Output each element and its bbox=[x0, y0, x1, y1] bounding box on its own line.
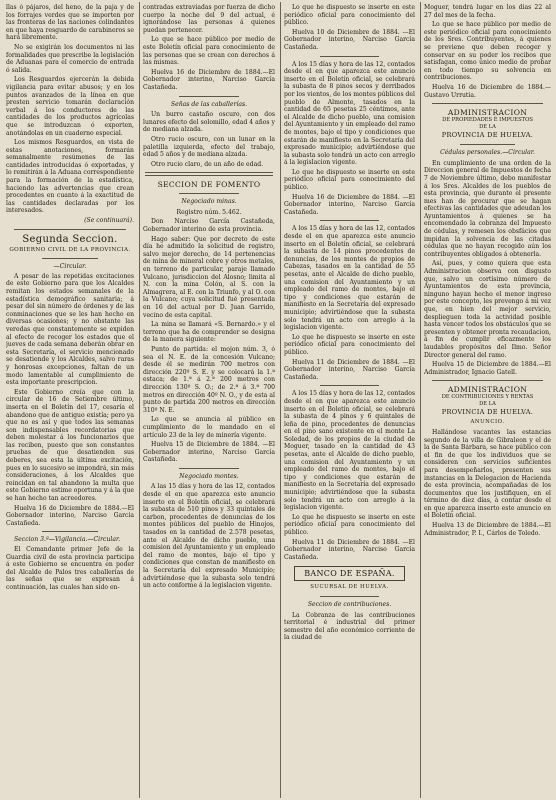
subheading: Cédulas personales.—Circular. bbox=[440, 149, 535, 157]
section-heading-line: DE CONTRIBUCIONES Y RENTAS bbox=[441, 394, 534, 401]
divider bbox=[42, 258, 98, 259]
divider bbox=[432, 103, 543, 104]
divider bbox=[179, 96, 239, 97]
paragraph: Lo que he dispuesto se inserte en este periódico oficial para conocimiento del público. bbox=[284, 333, 415, 356]
divider bbox=[320, 220, 379, 221]
column-4 bbox=[424, 4, 551, 796]
paragraph: A los 15 días y hora de las 12, contados desde el en que aparezca este anuncio inserto en el Boletín oficial, se celebrará la subasta de 8 pinos secos y derribados por los vientos, de los montes públicos del pueblo de Almonte, tasados en la cantidad de 65 pesetas 25 céntimos, ante el Alcalde de dicho pueblo, una comision del Ayuntamiento y un empleado del ramo de montes, bajo el tipo y condiciones que estarán de manifiesto en la Secretaría del expresado municipio; advirtiéndose que la subasta solo tendrá un acto con arreglo á la legislacion vigente. bbox=[284, 60, 415, 167]
subheading: Negociado montes. bbox=[179, 472, 239, 480]
signature: Huelva 11 de Diciembre de 1884. —El Gobernador interino, Narciso García Castañeda. bbox=[284, 538, 415, 561]
paragraph: Moguer, tendrá lugar en los días 22 al 27 del mes de la fecha. bbox=[424, 4, 551, 19]
signature: Huelva 10 de Diciembre de 1884. —El Gobernador interino, Narciso García Castañeda. bbox=[284, 28, 415, 51]
subheading: Señas de las caballerías. bbox=[170, 100, 248, 108]
divider bbox=[460, 144, 515, 145]
paragraph: Hallándose vacantes las estancias segundo de la villa de Gibraleon y el de la de Santa Bárbara, se hace público con el fin de que los individuos que se consideren con servicios suficientes para desempeñarlos, presenten sus instancias en la Delegacion de Hacienda de esta provincia, acompañadas de los documentos que los justifiquen, en el término de diez días, á contar desde el en que aparezca inserto este anuncio en el Boletín oficial. bbox=[424, 428, 551, 520]
paragraph: Otro rucio claro, de un año de edad. bbox=[151, 160, 264, 168]
divider bbox=[14, 229, 126, 230]
column-rule bbox=[139, 2, 140, 798]
signature: Huelva 16 de Diciembre de 1884.—El Gobernador interino, Narciso García Castañeda. bbox=[143, 68, 275, 91]
paragraph: contradas extraviadas por fuerza de dicho cuerpo la noche del 9 del actual, é ignorándose las personas á quienes puedan pertenecer. bbox=[143, 4, 275, 34]
section-heading-line: PROVINCIA DE HUELVA. bbox=[441, 408, 534, 417]
divider bbox=[179, 468, 239, 469]
subheading: Seccion de contribuciones. bbox=[307, 600, 392, 608]
continuation-note: (Se continuará). bbox=[84, 217, 134, 225]
divider bbox=[320, 596, 379, 597]
paragraph: Otro rucio oscuro, con un lunar en la paletilla izquierda, efecto del trabajo, edad 5 años y de mediana alzada. bbox=[143, 135, 275, 159]
column-3 bbox=[284, 4, 415, 796]
signature: Huelva 16 de Diciembre de 1884.—Gustavo Urrutia. bbox=[424, 83, 551, 99]
divider bbox=[145, 172, 273, 176]
notice-label: ANUNCIO. bbox=[470, 419, 505, 426]
paragraph: En cumplimiento de una orden de la Direccion general de Impuestos de fecha 7 de Noviembre último, debo manifestar á los Sres. Alcaldes de los pueblos de esta provincia, que durante el presente mes han de procurar que se hagan efectivas las cantidades que adeudan los Ayuntamientos á quienes se ha encomendado la cobranza del Impuesto de cédulas, y remesen los obsfácios que impidan la solvencia de las citadas cédulas que no hayan recogido aún los contribuyentes obligados á obtenerla. bbox=[424, 159, 551, 258]
branch-label: SUCURSAL DE HUELVA. bbox=[310, 584, 389, 591]
bank-heading: BANCO DE ESPAÑA. bbox=[294, 566, 405, 581]
section-heading: SECCION DE FOMENTO bbox=[157, 180, 261, 190]
paragraph: Los mismos Resguardos, en vista de estas anotaciones, formarán semanalmente resúmenes de las cantidades introducidas ó exportadas, y lo remitirán á la Aduana correspondiente para la formación de la estadística, haciendo las advertencias que crean procedentes en cuanto á la exactitud de las cantidades declaradas por los interesados. bbox=[6, 139, 134, 215]
section-heading-line: DE PROPIEDADES É IMPUESTOS bbox=[442, 117, 533, 124]
section-heading: ADMINISTRACION bbox=[447, 108, 528, 118]
column-2 bbox=[143, 4, 275, 796]
paragraph: Lo que se hace público por medio de este periódico oficial para conocimiento de los Sres. Contribuyentes, á quienes se previene que deben recoger y conservar en su poder los recibos que satisfagan, como único medio de probar en todo tiempo su solvencia en contribuciones. bbox=[424, 21, 551, 82]
paragraph: La Cobranza de las contribuciones territorial é industrial del primer semestre del año económico corriente de la ciudad de bbox=[284, 611, 415, 642]
paragraph: Hago saber: Que por decreto de este día he admitido la solicitud de registro, salvo mejor derecho, de 14 pertenencias de mina de mineral cobre y otros metales, en terreno de particular, paraje llamado Vulcano, jurisdiccion del Alosno; limita al N. con la mina Colón, al S. con la Almagrera, al E. con la Triunfo, y al O. con la Vulcano; cuya solicitud fué presentada en 16 del actual por D. Juan Garrido, vecino de esta capital. bbox=[143, 235, 275, 319]
signature: Huelva 16 de Diciembre de 1884.—El Gobernador interino, Narciso García Castañeda. bbox=[6, 504, 134, 527]
section-heading-line: DE LA bbox=[479, 401, 496, 408]
signature: Huelva 11 de Diciembre de 1884. —El Gobernador interino, Narciso García Castañeda. bbox=[284, 358, 415, 381]
paragraph: La mina se llamará «S. Bernardo.» y el terreno que ha de comprender se designa de la manera siguiente: bbox=[143, 321, 275, 344]
divider bbox=[320, 56, 379, 57]
signature: Huelva 16 de Diciembre de 1884. —El Gobernador interino, Narciso García Castañeda. bbox=[284, 193, 415, 216]
signature: Huelva 15 de Diciembre de 1884. —El Gobernador interino, Narciso García Castañeda. bbox=[143, 441, 275, 464]
paragraph: Este Gobierno creía que con la circular de 16 de Setiembre último, inserta en el Boletín del 17, cesaría el abandono que de antiguo existía; pero ya que no es así y que todos las semanas son indispensables recordatorias que deben molestar á los funcionarios que las reciben, puesto que son constantes pruebas de que desatienden sus deberes, sea esta la última excitación, pues en lo sucesivo se impondrá, sin más consideraciones, á los Alcaldes que reincidan en tal abandono la multa que este Gobierno estime oportuna y á la que se han hecho tan acreedores. bbox=[6, 388, 134, 503]
paragraph: A los 15 días y hora de las 12, contados desde el en que aparezca este anuncio inserto en el Boletín oficial, se celebrará la subasta de 4 pinos y 6 quintales de leña de pino, procedentes de denuncias en el pino sano existente en el monte La Soledad, de los propios de la ciudad de Moguer, tasado en la cantidad de 43 pesetas, ante el Alcalde de dicho pueblo, una comision del Ayuntamiento y un empleado del ramo de montes, bajo el tipo y condiciones que estarán de manifiesto en la Secretaría del expresado municipio; advirtiéndose que la subasta solo tendrá un acto con arreglo á la legislacion vigente. bbox=[284, 390, 415, 512]
paragraph: A pesar de las repetidas excitaciones de este Gobierno para que los Alcaldes remitan los estados semanales de la estadística demográfico sanitaria; á pesar del sin número de órdenes y de las conminaciones que se les han hecho en diversas ocasiones; y no obstante las veredas que constantemente se expiden al efecto de recoger los estados que el jueves de cada semana deberán obrar en esta Secretaría, el servicio mencionado se desatiende y los Alcaldes, salvo raras y honrosas excepciones, faltan de un modo lamentable al cumplimiento de esta importante prescripcion. bbox=[6, 272, 134, 387]
column-1 bbox=[6, 4, 134, 796]
paragraph: Don Narciso García Castañeda, Gobernador interino de esta provincia. bbox=[143, 218, 275, 234]
signature: Huelva 13 de Diciembre de 1884.—El Administrador, P. I., Cárlos de Toledo. bbox=[424, 522, 551, 537]
signature: Huelva 15 de Diciembre de 1884.—El Administrador, Ignacio Gatell. bbox=[424, 361, 551, 376]
section-heading-line: PROVINCIA DE HUELVA. bbox=[441, 131, 534, 140]
column-rule bbox=[280, 2, 281, 798]
paragraph: A los 15 días y hora de las 12, contados desde el en que aparezca este anuncio inserto en el Boletín oficial, se celebrará la subasta de 14 pinos procedentes de denuncias, de los montes de propios de Cabezas, tasados en la cantidad de 55 pesetas, ante el Alcalde de dicho pueblo, una comision del Ayuntamiento y un empleado del ramo de montes, bajo el tipo y condiciones que estarán de manifiesto en la Secretaría del expresado municipio; advirtiéndose que la subasta solo tendrá un acto con arreglo á la legislacion vigente. bbox=[284, 225, 415, 332]
paragraph: Así, pues, y como quiera que esta Administracion observa con disgusto que, salvo un cortísimo número de Ayuntamientos de esta provincia, ninguno hayan hecho el menor ingreso por este concepto, les prevengo á mi vez que, en bien del mejor servicio, desplieguen toda la actividad posible hasta vencer todos los obstáculos que se presenten y obtener pronta recaudacion, á fin de cumplir eficazmente los laudables propósitos del Ilmo. Señor Director general del ramo. bbox=[424, 260, 551, 359]
paragraph: Lo que he dispuesto se inserte en este periódico oficial para conocimiento del público. bbox=[284, 168, 415, 192]
divider bbox=[179, 193, 239, 194]
paragraph: A las 15 días y hora de las 12, contados desde el en que aparezca este anuncio inserto en el Boletín oficial, se celebrará la subasta de 510 pinos y 33 quintales de carbon, procedentes de denuncias de los montes públicos del pueblo de Hinojos, tasados en la cantidad de 2.578 pesetas, ante el Alcalde de dicho pueblo, una comision del Ayuntamiento y un empleado del ramo de montes, bajo el tipo y condiciones que constan de manifiesto en la Secretaría del expresado Municipio; advirtiéndose que la subasta solo tendrá un acto conforme á la legislacion vigente. bbox=[143, 483, 275, 590]
registry-number: Registro núm. 5.462. bbox=[176, 208, 242, 216]
paragraph: Lo que he dispuesto se inserte en este periódico oficial para conocimiento del público. bbox=[284, 4, 415, 27]
paragraph: Lo que se hace público por medio de este Boletín oficial para conocimiento de las personas que se crean con derechos á las mismas. bbox=[143, 36, 275, 67]
column-rule bbox=[420, 2, 421, 798]
section-heading: ADMINISTRACION bbox=[447, 385, 528, 395]
paragraph: El Comandante primer Jefe de la Guardia civil de esta provincia participa á este Gobierno se encuentra en poder del Alcalde de Palos tres caballerías de las señas que se expresan á continuación, las cuales han sido en- bbox=[6, 546, 134, 591]
divider bbox=[432, 380, 543, 381]
paragraph: Los Resguardos ejercerán la debida vigilancia para evitar abusos; y en los puntos avanzados de la línea en que presten servicio tomarán declaración verbal á los conductores de las cantidades de los productos agrícolas que se introduzcan ó exporten, anotándolas en un cuaderno especial. bbox=[6, 76, 134, 137]
paragraph: Lo que he dispuesto se inserte en este periódico oficial para conocimiento del público. bbox=[284, 513, 415, 536]
paragraph: Punto de partida: el mojon núm. 3, ó sea el N. E. de la concesión Vulcano; desde él se medirán 700 metros con dirección 220º S. E. y se colocará la 1.ª estaca; de 1.ª á 2.ª 200 metros con dirección 130º S. O.; de 2.ª á 3.ª 700 metros en dirección 40º N. O., y de esta al punto de partida 200 metros en dirección 310º N. E. bbox=[143, 345, 275, 414]
section-heading-line: DE LA bbox=[479, 124, 496, 131]
section-title: Segunda Seccion. bbox=[22, 233, 118, 245]
divider bbox=[320, 385, 379, 386]
subheading: —Circular. bbox=[53, 263, 87, 271]
paragraph: No se exigirán los documentos ni las formalidades que prescribe la legislación de Aduanas para el comercio de entrada ó salida. bbox=[6, 43, 134, 74]
paragraph: Lo que se anuncia al público en cumplimiento de lo mandado en el artículo 23 de la ley de minería vigente. bbox=[143, 416, 275, 439]
paragraph: Un burro castaño oscuro, con dos lunares efecto del solomillo, edad 4 años y de mediana alzada. bbox=[143, 111, 275, 134]
subheading: Seccion 3.ª—Vigilancia.—Circular. bbox=[14, 536, 121, 544]
section-subtitle: GOBIERNO CIVIL DE LA PROVINCIA. bbox=[9, 246, 131, 253]
divider bbox=[42, 531, 98, 532]
paragraph: llas ó pájaros, del heno, de la paja y de los forrajes verdes que se importen por las fronteras de las naciones colindantes en que haya resguardo de carabineros se hará libremente. bbox=[6, 4, 134, 42]
subheading: Negociado minas. bbox=[181, 198, 237, 206]
